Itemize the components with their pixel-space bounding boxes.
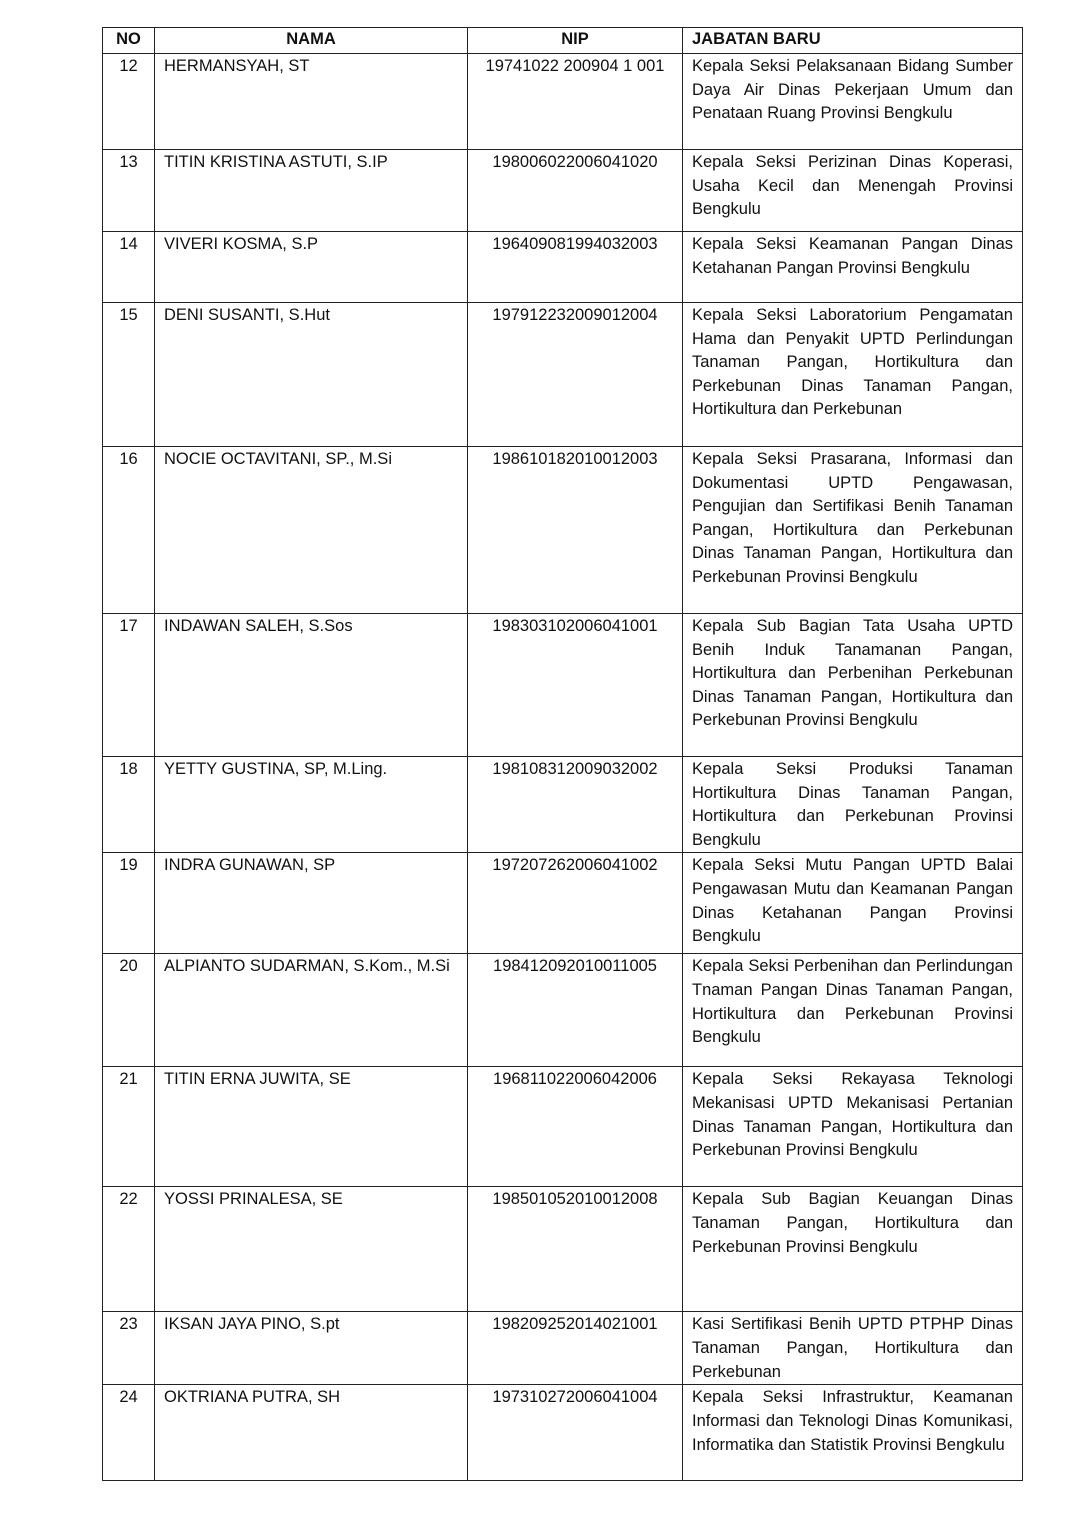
table-row (103, 954, 1023, 1067)
cell-nama: YOSSI PRINALESA, SE (155, 1187, 468, 1312)
cell-nip: 198209252014021001 (468, 1312, 683, 1385)
cell-jabatan: Kepala Seksi Prasarana, Informasi dan Dokumentasi UPTD Pengawasan, Pengujian dan Sertifikasi Benih Tanaman Pangan, Hortikultura dan Perkebunan Dinas Tanaman Pangan, Hortikultura dan Perkebunan Provinsi Bengkulu (683, 447, 1023, 614)
header-jabatan: JABATAN BARU (683, 28, 1023, 54)
cell-no: 13 (103, 150, 155, 232)
cell-jabatan: Kepala Seksi Mutu Pangan UPTD Balai Pengawasan Mutu dan Keamanan Pangan Dinas Ketahanan Pangan Provinsi Bengkulu (683, 853, 1023, 954)
cell-jabatan: Kepala Seksi Infrastruktur, Keamanan Informasi dan Teknologi Dinas Komunikasi, Informatika dan Statistik Provinsi Bengkulu (683, 1385, 1023, 1481)
cell-nama: INDRA GUNAWAN, SP (155, 853, 468, 954)
table-row (103, 1312, 1023, 1385)
cell-jabatan: Kepala Seksi Perbenihan dan Perlindungan Tnaman Pangan Dinas Tanaman Pangan, Hortikultura dan Perkebunan Provinsi Bengkulu (683, 954, 1023, 1067)
document-page (102, 27, 1013, 1481)
cell-no: 22 (103, 1187, 155, 1312)
cell-jabatan: Kepala Seksi Perizinan Dinas Koperasi, Usaha Kecil dan Menengah Provinsi Bengkulu (683, 150, 1023, 232)
table-row (103, 150, 1023, 232)
table-row (103, 303, 1023, 447)
header-nip: NIP (468, 28, 683, 54)
cell-nip: 198303102006041001 (468, 614, 683, 757)
table-row (103, 853, 1023, 954)
table-row (103, 614, 1023, 757)
cell-nama: OKTRIANA PUTRA, SH (155, 1385, 468, 1481)
cell-no: 17 (103, 614, 155, 757)
cell-nip: 196409081994032003 (468, 232, 683, 303)
cell-nama: NOCIE OCTAVITANI, SP., M.Si (155, 447, 468, 614)
cell-nip: 197912232009012004 (468, 303, 683, 447)
cell-jabatan: Kepala Seksi Laboratorium Pengamatan Hama dan Penyakit UPTD Perlindungan Tanaman Pangan, Hortikultura dan Perkebunan Dinas Tanaman Pangan, Hortikultura dan Perkebunan (683, 303, 1023, 447)
cell-nip: 197207262006041002 (468, 853, 683, 954)
cell-nama: TITIN ERNA JUWITA, SE (155, 1067, 468, 1187)
cell-jabatan: Kepala Sub Bagian Keuangan Dinas Tanaman Pangan, Hortikultura dan Perkebunan Provinsi Bengkulu (683, 1187, 1023, 1312)
cell-jabatan: Kepala Seksi Keamanan Pangan Dinas Ketahanan Pangan Provinsi Bengkulu (683, 232, 1023, 303)
table-row (103, 447, 1023, 614)
cell-no: 18 (103, 757, 155, 853)
cell-no: 19 (103, 853, 155, 954)
cell-nip: 198006022006041020 (468, 150, 683, 232)
cell-no: 21 (103, 1067, 155, 1187)
table-header-row (103, 28, 1023, 54)
cell-no: 24 (103, 1385, 155, 1481)
cell-nip: 198501052010012008 (468, 1187, 683, 1312)
table-row (103, 757, 1023, 853)
cell-no: 12 (103, 54, 155, 150)
table-row (103, 54, 1023, 150)
cell-nama: YETTY GUSTINA, SP, M.Ling. (155, 757, 468, 853)
cell-nama: DENI SUSANTI, S.Hut (155, 303, 468, 447)
cell-nip: 198412092010011005 (468, 954, 683, 1067)
cell-nip: 198108312009032002 (468, 757, 683, 853)
cell-no: 23 (103, 1312, 155, 1385)
header-no: NO (103, 28, 155, 54)
table-row (103, 232, 1023, 303)
cell-jabatan: Kepala Seksi Rekayasa Teknologi Mekanisasi UPTD Mekanisasi Pertanian Dinas Tanaman Pangan, Hortikultura dan Perkebunan Provinsi Bengkulu (683, 1067, 1023, 1187)
cell-jabatan: Kepala Seksi Pelaksanaan Bidang Sumber Daya Air Dinas Pekerjaan Umum dan Penataan Ruang Provinsi Bengkulu (683, 54, 1023, 150)
cell-nip: 198610182010012003 (468, 447, 683, 614)
header-nama: NAMA (155, 28, 468, 54)
cell-nama: HERMANSYAH, ST (155, 54, 468, 150)
cell-nama: ALPIANTO SUDARMAN, S.Kom., M.Si (155, 954, 468, 1067)
cell-jabatan: Kasi Sertifikasi Benih UPTD PTPHP Dinas Tanaman Pangan, Hortikultura dan Perkebunan (683, 1312, 1023, 1385)
personnel-table (102, 27, 1023, 1481)
table-row (103, 1067, 1023, 1187)
cell-jabatan: Kepala Sub Bagian Tata Usaha UPTD Benih Induk Tanamanan Pangan, Hortikultura dan Perbenihan Perkebunan Dinas Tanaman Pangan, Hortikultura dan Perkebunan Provinsi Bengkulu (683, 614, 1023, 757)
table-row (103, 1187, 1023, 1312)
cell-nip: 197310272006041004 (468, 1385, 683, 1481)
table-row (103, 1385, 1023, 1481)
cell-nama: VIVERI KOSMA, S.P (155, 232, 468, 303)
cell-nip: 196811022006042006 (468, 1067, 683, 1187)
cell-jabatan: Kepala Seksi Produksi Tanaman Hortikultura Dinas Tanaman Pangan, Hortikultura dan Perkebunan Provinsi Bengkulu (683, 757, 1023, 853)
cell-nama: TITIN KRISTINA ASTUTI, S.IP (155, 150, 468, 232)
cell-no: 16 (103, 447, 155, 614)
cell-nama: INDAWAN SALEH, S.Sos (155, 614, 468, 757)
cell-nip: 19741022 200904 1 001 (468, 54, 683, 150)
cell-no: 14 (103, 232, 155, 303)
cell-nama: IKSAN JAYA PINO, S.pt (155, 1312, 468, 1385)
cell-no: 20 (103, 954, 155, 1067)
cell-no: 15 (103, 303, 155, 447)
